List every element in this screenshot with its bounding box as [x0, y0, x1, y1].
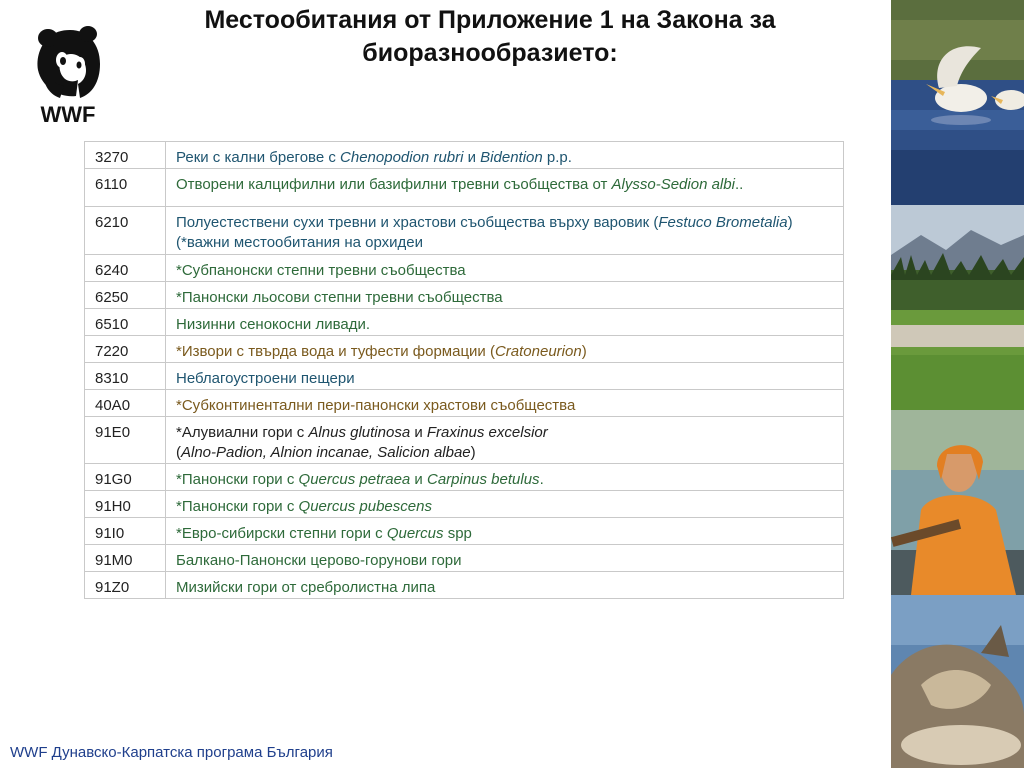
description-text: ( [176, 444, 181, 461]
description-text: Реки с кални брегове с [176, 149, 341, 166]
habitat-code: 6110 [85, 169, 166, 207]
latin-name: Alnus glutinosa [308, 424, 411, 441]
description-text: и [463, 149, 481, 166]
habitat-code: 6250 [85, 282, 166, 309]
habitat-code: 91G0 [85, 464, 166, 491]
description-text: и [410, 424, 427, 441]
table-row [85, 518, 844, 545]
table-row [85, 545, 844, 572]
description-text: *Евро-сибирски степни гори с [176, 525, 387, 542]
habitat-code: 40A0 [85, 390, 166, 417]
latin-name: Alysso-Sedion albi [611, 176, 735, 193]
slide-title: Местообитания от Приложение 1 на Закона за биоразнообразието: [204, 6, 776, 67]
table-row [85, 363, 844, 390]
description-text: и [410, 471, 427, 488]
habitat-description [166, 417, 844, 464]
habitat-code: 6240 [85, 255, 166, 282]
footer-text: WWF Дунавско-Карпатска програма България [10, 744, 333, 761]
description-text: Отворени калцифилни или базифилни тревни съобщества от [176, 176, 612, 193]
habitat-description [166, 572, 844, 599]
wolf-photo [891, 595, 1024, 768]
habitat-code: 3270 [85, 142, 166, 169]
description-text: .. [734, 176, 744, 193]
table-row [85, 255, 844, 282]
sheep-pasture-photo [891, 205, 1024, 410]
latin-name: Cratoneurion [494, 343, 582, 360]
table-row [85, 464, 844, 491]
description-text: *Панонски гори с [176, 498, 299, 515]
description-text: . [539, 471, 544, 488]
description-text: *Панонски гори с [176, 471, 299, 488]
habitat-description [166, 464, 844, 491]
table-row [85, 282, 844, 309]
table-row [85, 169, 844, 207]
habitat-description [166, 491, 844, 518]
table-row [85, 417, 844, 464]
description-text: Мизийски гори от сребролистна липа [176, 579, 436, 596]
habitat-code: 8310 [85, 363, 166, 390]
table-row [85, 309, 844, 336]
habitat-code: 91H0 [85, 491, 166, 518]
description-text: Полуестествени сухи тревни и храстови съобщества върху варовик ( [176, 214, 659, 231]
table-row [85, 336, 844, 363]
habitat-description [166, 545, 844, 572]
table-row [85, 207, 844, 255]
table-row [85, 390, 844, 417]
description-text: *Алувиални гори с [176, 424, 309, 441]
photo-strip [891, 0, 1024, 768]
table-row [85, 572, 844, 599]
description-text: Балкано-Панонски церово-горунови гори [176, 552, 462, 569]
description-text: spp [443, 525, 472, 542]
description-text: Неблагоустроени пещери [176, 370, 355, 387]
description-text: p.p. [542, 149, 572, 166]
habitat-description [166, 207, 844, 255]
latin-name: Alno-Padion, Alnion incanae, Salicion albae [181, 444, 471, 461]
habitats-table [84, 141, 844, 599]
latin-name: Quercus pubescens [298, 498, 432, 515]
latin-name: Fraxinus excelsior [426, 424, 548, 441]
wwf-logo [30, 24, 106, 128]
habitat-code: 6210 [85, 207, 166, 255]
description-text: ) [470, 444, 476, 461]
habitat-code: 7220 [85, 336, 166, 363]
table-row [85, 142, 844, 169]
wwf-brand-text: WWF [40, 102, 96, 127]
habitat-description [166, 363, 844, 390]
habitat-code: 91Z0 [85, 572, 166, 599]
habitat-description [166, 518, 844, 545]
habitat-description [166, 142, 844, 169]
pelicans-photo [891, 0, 1024, 205]
fisherman-photo [891, 410, 1024, 595]
description-text: ) [581, 343, 587, 360]
habitat-description [166, 336, 844, 363]
table-row [85, 491, 844, 518]
panda-icon [30, 24, 106, 104]
description-text: ) (*важни местообитания на орхидеи [176, 214, 793, 251]
habitat-description [166, 282, 844, 309]
habitat-code: 91I0 [85, 518, 166, 545]
latin-name: Quercus petraea [298, 471, 411, 488]
latin-name: Chenopodion rubri [340, 149, 464, 166]
habitat-code: 91E0 [85, 417, 166, 464]
habitat-description [166, 309, 844, 336]
habitat-description [166, 390, 844, 417]
habitat-code: 91M0 [85, 545, 166, 572]
description-text: *Субпанонски степни тревни съобщества [176, 262, 466, 279]
latin-name: Festuco Brometalia [658, 214, 788, 231]
latin-name: Carpinus betulus [426, 471, 540, 488]
latin-name: Bidention [480, 149, 543, 166]
habitat-code: 6510 [85, 309, 166, 336]
habitat-description [166, 255, 844, 282]
habitat-description [166, 169, 844, 207]
description-text: *Извори с твърда вода и туфести формации ( [176, 343, 495, 360]
latin-name: Quercus [386, 525, 444, 542]
description-text: *Панонски льосови степни тревни съобщества [176, 289, 503, 306]
description-text: Низинни сенокосни ливади. [176, 316, 371, 333]
description-text: *Субконтинентални пери-панонски храстови съобщества [176, 397, 576, 414]
